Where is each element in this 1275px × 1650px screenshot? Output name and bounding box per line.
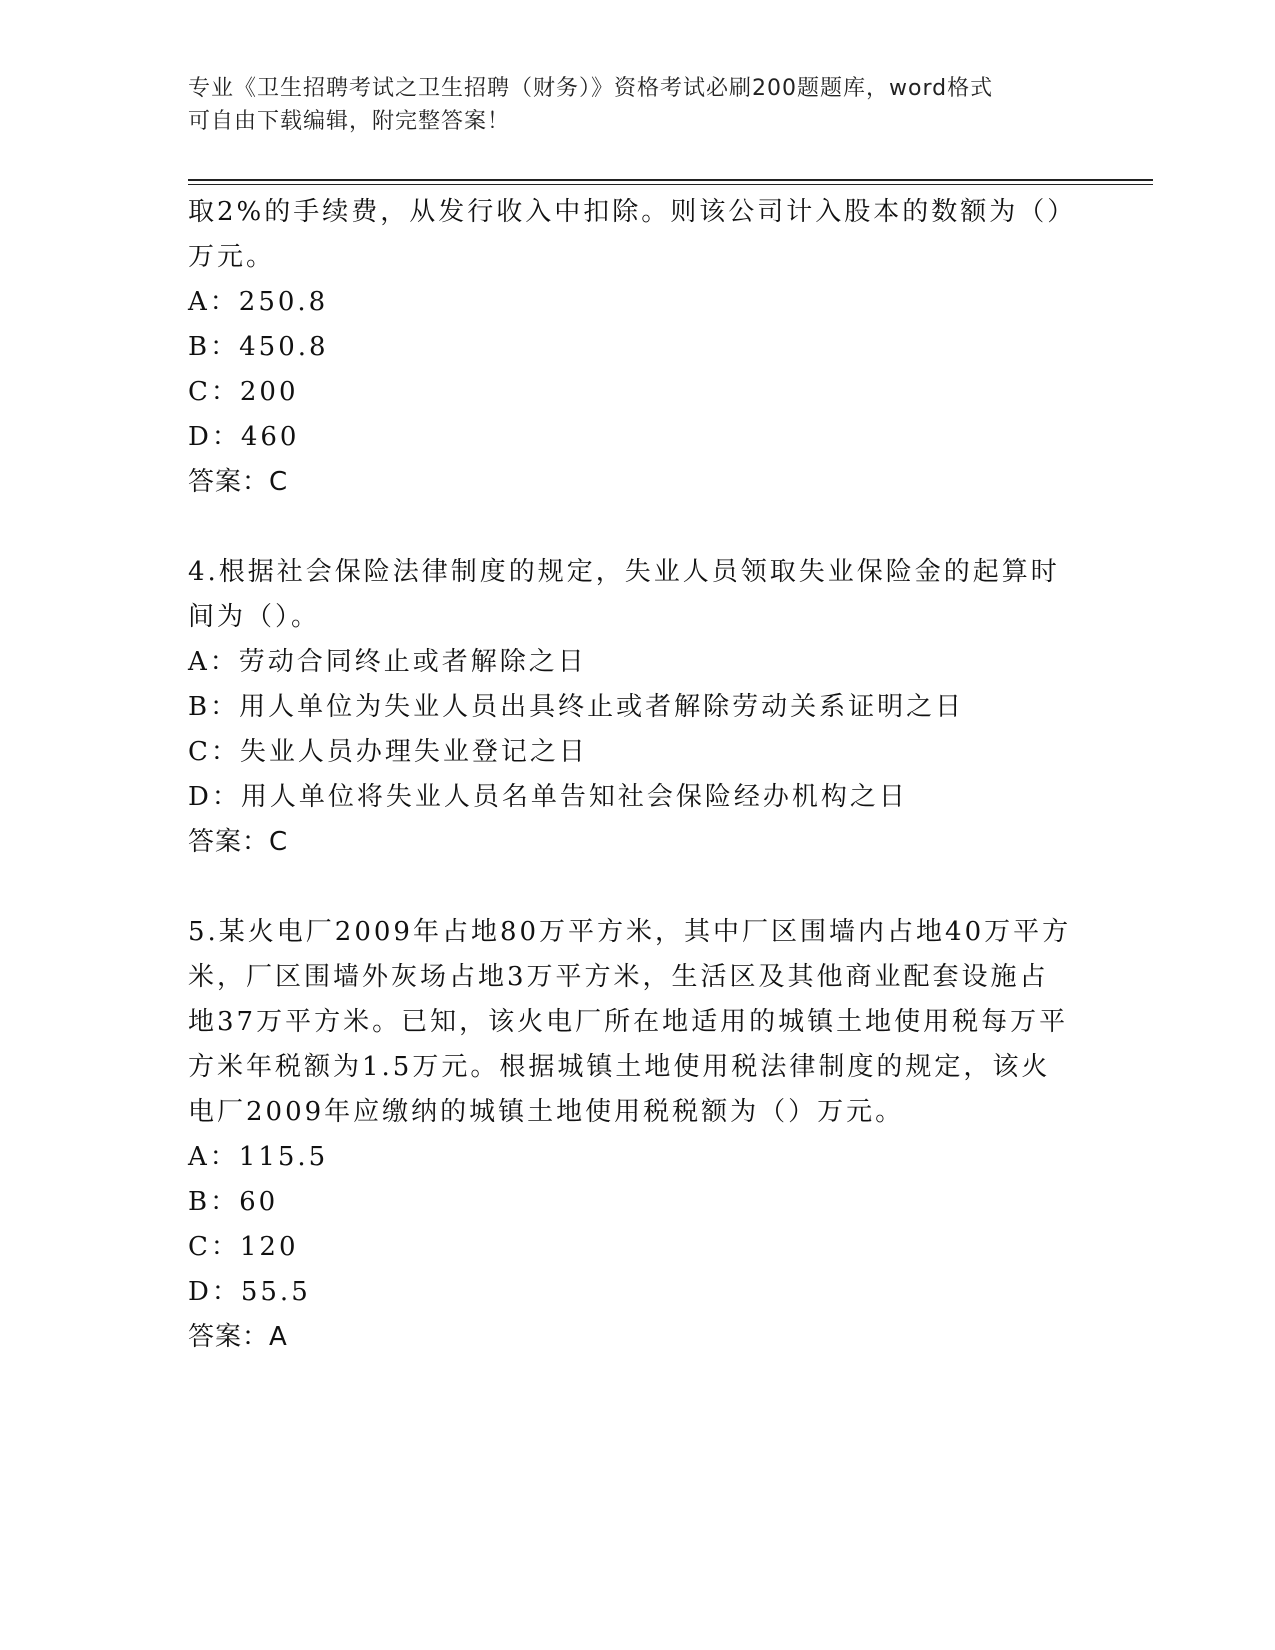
option-a: A：250.8 — [188, 287, 329, 317]
option-a: A：劳动合同终止或者解除之日 — [188, 647, 587, 677]
option-b: B：60 — [188, 1187, 279, 1217]
question-stem-line: 5.某火电厂2009年占地80万平方米，其中厂区围墙内占地40万平方 — [188, 917, 1072, 947]
answer-line: 答案：C — [188, 827, 289, 857]
question-3 — [188, 190, 1088, 505]
option-c: C：200 — [188, 377, 299, 407]
option-b: B：450.8 — [188, 332, 329, 362]
option-c: C：失业人员办理失业登记之日 — [188, 737, 588, 767]
option-b: B：用人单位为失业人员出具终止或者解除劳动关系证明之日 — [188, 692, 965, 722]
option-a: A：115.5 — [188, 1142, 329, 1172]
spacer — [188, 505, 1088, 550]
answer-line: 答案：C — [188, 467, 289, 497]
header-line-2: 可自由下载编辑，附完整答案！ — [188, 109, 511, 134]
question-stem-line: 米，厂区围墙外灰场占地3万平方米，生活区及其他商业配套设施占 — [188, 962, 1049, 992]
question-stem-line: 4.根据社会保险法律制度的规定，失业人员领取失业保险金的起算时 — [188, 557, 1060, 587]
question-stem-line: 方米年税额为1.5万元。根据城镇土地使用税法律制度的规定，该火 — [188, 1052, 1051, 1082]
question-stem-line: 间为（）。 — [188, 602, 321, 632]
answer-line: 答案：A — [188, 1322, 288, 1352]
option-c: C：120 — [188, 1232, 299, 1262]
question-stem-line: 万元。 — [188, 242, 276, 272]
question-4 — [188, 550, 1088, 865]
question-stem-line: 取2%的手续费，从发行收入中扣除。则该公司计入股本的数额为（） — [188, 197, 1077, 227]
document-header — [188, 72, 1088, 138]
option-d: D：用人单位将失业人员名单告知社会保险经办机构之日 — [188, 782, 908, 812]
option-d: D：55.5 — [188, 1277, 311, 1307]
spacer — [188, 865, 1088, 910]
question-stem-line: 电厂2009年应缴纳的城镇土地使用税税额为（）万元。 — [188, 1097, 905, 1127]
question-5 — [188, 910, 1088, 1360]
header-divider-thick — [188, 179, 1153, 181]
question-stem-line: 地37万平方米。已知，该火电厂所在地适用的城镇土地使用税每万平 — [188, 1007, 1069, 1037]
option-d: D：460 — [188, 422, 300, 452]
question-list — [188, 190, 1088, 1360]
header-divider-thin — [188, 184, 1153, 185]
header-line-1: 专业《卫生招聘考试之卫生招聘（财务）》资格考试必刷200题题库，word格式 — [188, 76, 994, 101]
